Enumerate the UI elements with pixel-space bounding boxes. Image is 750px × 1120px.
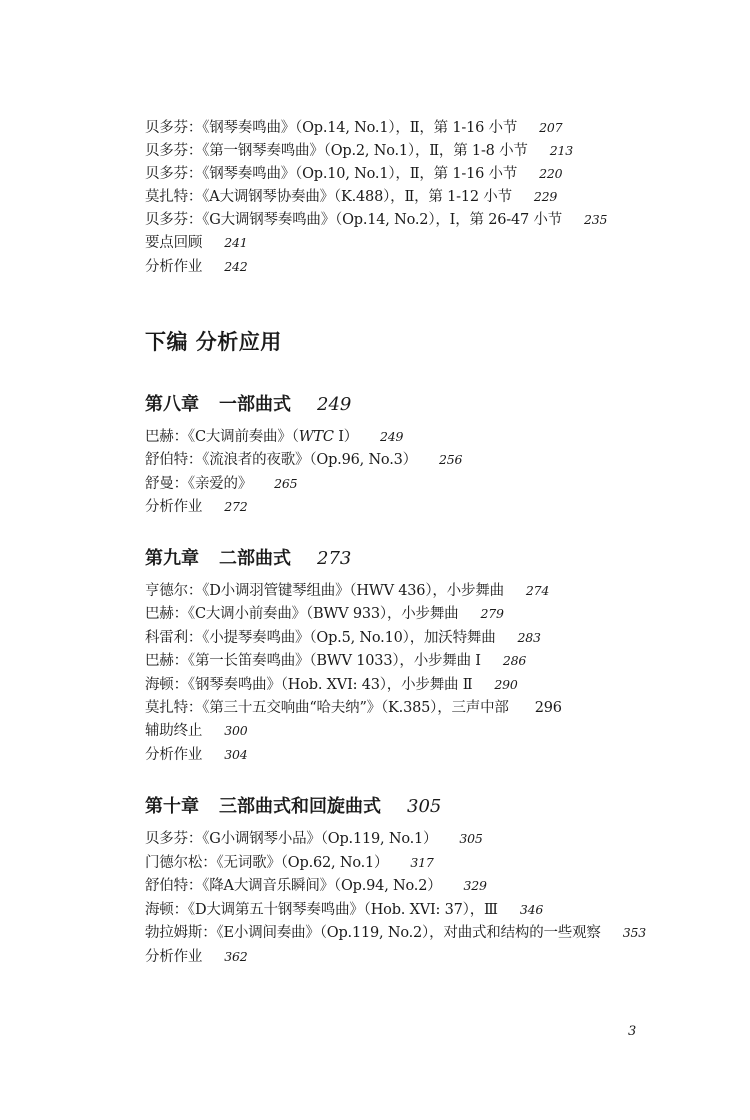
page-number: 213 <box>549 143 573 158</box>
chapter-heading[interactable] <box>145 390 351 416</box>
toc-entry[interactable]: 莫扎特：《A大调钢琴协奏曲》（K.488），Ⅱ，第 1-12 小节 229 <box>145 189 558 205</box>
toc-entry[interactable]: 贝多芬：《G大调钢琴奏鸣曲》（Op.14, No.2），Ⅰ，第 26-47 小节 235 <box>145 212 608 228</box>
chapter-heading[interactable] <box>145 544 351 570</box>
chapter-number: 第八章 <box>145 394 199 415</box>
toc-entry[interactable]: 分析作业 304 <box>145 747 248 763</box>
toc-entry[interactable]: 分析作业 242 <box>145 259 248 275</box>
toc-entry[interactable]: 贝多芬：《钢琴奏鸣曲》（Op.14, No.1），Ⅱ，第 1-16 小节 207 <box>145 120 563 136</box>
toc-entry[interactable]: 巴赫：《C大调小前奏曲》（BWV 933），小步舞曲 279 <box>145 606 504 622</box>
toc-entry[interactable]: 分析作业 272 <box>145 499 248 515</box>
page-number: 274 <box>525 583 550 598</box>
page-number: 220 <box>539 166 563 181</box>
part-heading: 下编 分析应用 <box>145 330 282 354</box>
toc-entry[interactable]: 勃拉姆斯：《E小调间奏曲》（Op.119, No.2），对曲式和结构的一些观察 353 <box>145 925 646 941</box>
page-number: 283 <box>517 630 541 645</box>
toc-entry[interactable]: 科雷利：《小提琴奏鸣曲》（Op.5, No.10），加沃特舞曲 283 <box>145 630 541 646</box>
page-number: 207 <box>539 120 563 135</box>
page-number: 362 <box>224 949 248 964</box>
toc-entry[interactable]: 贝多芬：《G小调钢琴小品》（Op.119, No.1） 305 <box>145 831 483 847</box>
toc-entry[interactable]: 贝多芬：《钢琴奏鸣曲》（Op.10, No.1），Ⅱ，第 1-16 小节 220 <box>145 166 563 182</box>
toc-entry[interactable]: 辅助终止 300 <box>145 723 248 739</box>
toc-entry[interactable]: 莫扎特：《第三十五交响曲“哈夫纳”》（K.385），三声中部 296 <box>145 700 562 716</box>
chapter-page: 305 <box>407 796 442 817</box>
toc-entry[interactable]: 舒伯特：《降A大调音乐瞬间》（Op.94, No.2） 329 <box>145 878 487 894</box>
page-number: 286 <box>502 653 527 668</box>
toc-entry[interactable]: 贝多芬：《第一钢琴奏鸣曲》（Op.2, No.1），Ⅱ，第 1-8 小节 213 <box>145 143 573 159</box>
chapter-title: 二部曲式 <box>219 548 291 569</box>
chapter-number: 第十章 <box>145 796 199 817</box>
page-number: 290 <box>494 677 518 692</box>
toc-entry[interactable]: 舒伯特：《流浪者的夜歌》（Op.96, No.3） 256 <box>145 452 463 468</box>
toc-entry[interactable]: 巴赫：《第一长笛奏鸣曲》（BWV 1033），小步舞曲 Ⅰ 286 <box>145 653 527 669</box>
page-number: 249 <box>380 429 404 444</box>
page-number: 235 <box>584 212 608 227</box>
page-number: 229 <box>533 189 558 204</box>
chapter-title: 一部曲式 <box>219 394 291 415</box>
chapter-page: 273 <box>317 548 352 569</box>
toc-entry[interactable]: 亨德尔：《D小调羽管键琴组曲》（HWV 436），小步舞曲 274 <box>145 583 550 599</box>
chapter-heading[interactable] <box>145 792 441 818</box>
page-number: 317 <box>410 855 434 870</box>
page-number: 296 <box>534 700 562 716</box>
toc-entry[interactable]: 巴赫：《C大调前奏曲》（WTC I） 249 <box>145 429 404 445</box>
page-number: 329 <box>463 878 487 893</box>
chapter-page: 249 <box>317 394 352 415</box>
page-number: 279 <box>480 606 504 621</box>
toc-entry[interactable]: 门德尔松：《无词歌》（Op.62, No.1） 317 <box>145 855 434 871</box>
toc-entry[interactable]: 海顿：《钢琴奏鸣曲》（Hob. XVI: 43），小步舞曲 Ⅱ 290 <box>145 677 518 693</box>
toc-entry[interactable]: 分析作业 362 <box>145 949 248 965</box>
chapter-title: 三部曲式和回旋曲式 <box>219 796 381 817</box>
page-number: 272 <box>224 499 248 514</box>
page-number: 305 <box>459 831 483 846</box>
toc-entry[interactable]: 舒曼：《亲爱的》 265 <box>145 476 298 492</box>
page-number: 242 <box>224 259 248 274</box>
page-number: 346 <box>519 902 544 917</box>
toc-entry[interactable]: 要点回顾 241 <box>145 235 248 251</box>
page-number: 300 <box>224 723 248 738</box>
page-number: 256 <box>438 452 463 467</box>
page-folio: 3 <box>628 1024 637 1039</box>
page-number: 353 <box>622 925 646 940</box>
page-number: 241 <box>224 235 248 250</box>
page-number: 265 <box>274 476 298 491</box>
toc-entry[interactable]: 海顿：《D大调第五十钢琴奏鸣曲》（Hob. XVI: 37），Ⅲ 346 <box>145 902 544 918</box>
chapter-number: 第九章 <box>145 548 199 569</box>
page-number: 304 <box>224 747 248 762</box>
